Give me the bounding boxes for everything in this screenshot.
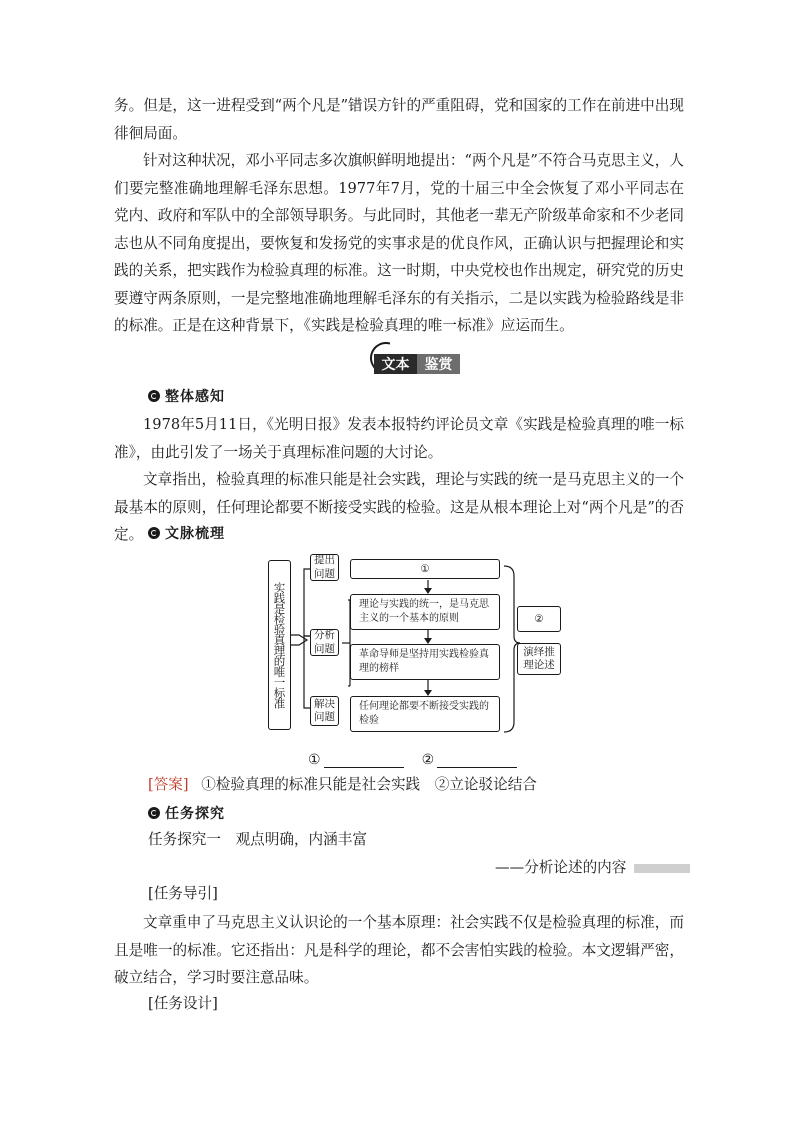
section-bullet-icon xyxy=(148,390,160,402)
diagram-method-box: 演绎推理论述 xyxy=(517,643,561,675)
diagram-point-2: 革命导师是坚持用实践检验真理的榜样 xyxy=(350,644,500,680)
diagram-stage-solve: 解决问题 xyxy=(310,696,339,726)
diagram-blank-1: ① xyxy=(350,559,500,579)
diagram-stage-analyze: 分析问题 xyxy=(310,629,339,656)
answer-text: ①检验真理的标准只能是社会实践 ②立论驳论结合 xyxy=(201,776,537,793)
banner-label-right: 鉴赏 xyxy=(417,354,460,374)
section-banner xyxy=(360,342,464,376)
blank-number-2: ② xyxy=(421,752,435,768)
diagram-blank-2: ② xyxy=(517,606,561,632)
section-bullet-icon xyxy=(148,527,160,539)
paragraph-overview-2: 文章指出，检验真理的标准只能是社会实践，理论与实践的统一是马克思主义的一个最基本的原则，任何理论都要不断接受实践的检验。这是从根本理论上对“两个凡是”的否定。 xyxy=(114,471,684,543)
subtitle-decor-bar xyxy=(634,864,690,873)
task-subtitle: ——分析论述的内容 xyxy=(495,858,690,878)
section-bullet-icon xyxy=(148,807,160,819)
paragraph-continuation: 务。但是，这一进程受到“两个凡是”错误方针的严重阻碍，党和国家的工作在前进中出现徘徊局面。 xyxy=(114,97,684,142)
diagram-point-3: 任何理论都要不断接受实践的检验 xyxy=(350,696,500,732)
fill-in-blanks xyxy=(308,748,535,768)
blank-number-1: ① xyxy=(308,752,321,768)
structure-diagram xyxy=(264,554,555,736)
task-guide-text: 文章重申了马克思主义认识论的一个基本原理：社会实践不仅是检验真理的标准，而且是唯一的标准。它还指出：凡是科学的理论，都不会害怕实践的检验。本文逻辑严密，破立结合，学习时要注意品味。 xyxy=(114,914,684,986)
task-guide-label: [任务导引] xyxy=(148,885,218,902)
diagram-title-box: 实践是检验真理的唯一标准 xyxy=(268,560,291,730)
blank-line-2[interactable] xyxy=(437,753,517,768)
task-design-label: [任务设计] xyxy=(148,995,218,1012)
answer-line xyxy=(148,775,537,795)
answer-tag: [答案] xyxy=(148,776,189,793)
task-title: 任务探究一 观点明确，内涵丰富 xyxy=(148,831,367,848)
blank-line-1[interactable] xyxy=(324,753,404,768)
banner-label-left: 文本 xyxy=(374,354,417,374)
section-heading-structure: 文脉梳理 xyxy=(148,523,225,543)
section-heading-overview: 整体感知 xyxy=(148,386,225,406)
paragraph-overview-1: 1978年5月11日，《光明日报》发表本报特约评论员文章《实践是检验真理的唯一标准》，由此引发了一场关于真理标准问题的大讨论。 xyxy=(114,416,684,461)
diagram-point-1: 理论与实践的统一，是马克思主义的一个基本的原则 xyxy=(350,594,500,630)
paragraph-background: 针对这种状况，邓小平同志多次旗帜鲜明地提出：“两个凡是”不符合马克思主义，人们要完整准确地理解毛泽东思想。1977年7月，党的十届三中全会恢复了邓小平同志在党内、政府和军队中的全部领导职务。与此同时，其他老一辈无产阶级革命家和不少老同志也从不同角度提出，要恢复和发扬党的实事求是的优良作风，正确认识与把握理论和实践的关系，把实践作为检验真理的标准。这一时期，中央党校也作出规定，研究党的历史要遵守两条原则，一是完整地准确地理解毛泽东的有关指示，二是以实践为检验路线是非的标准。正是在这种背景下，《实践是检验真理的唯一标准》应运而生。 xyxy=(114,152,684,334)
diagram-stage-propose: 提出问题 xyxy=(310,554,339,581)
section-heading-tasks: 任务探究 xyxy=(148,803,225,823)
